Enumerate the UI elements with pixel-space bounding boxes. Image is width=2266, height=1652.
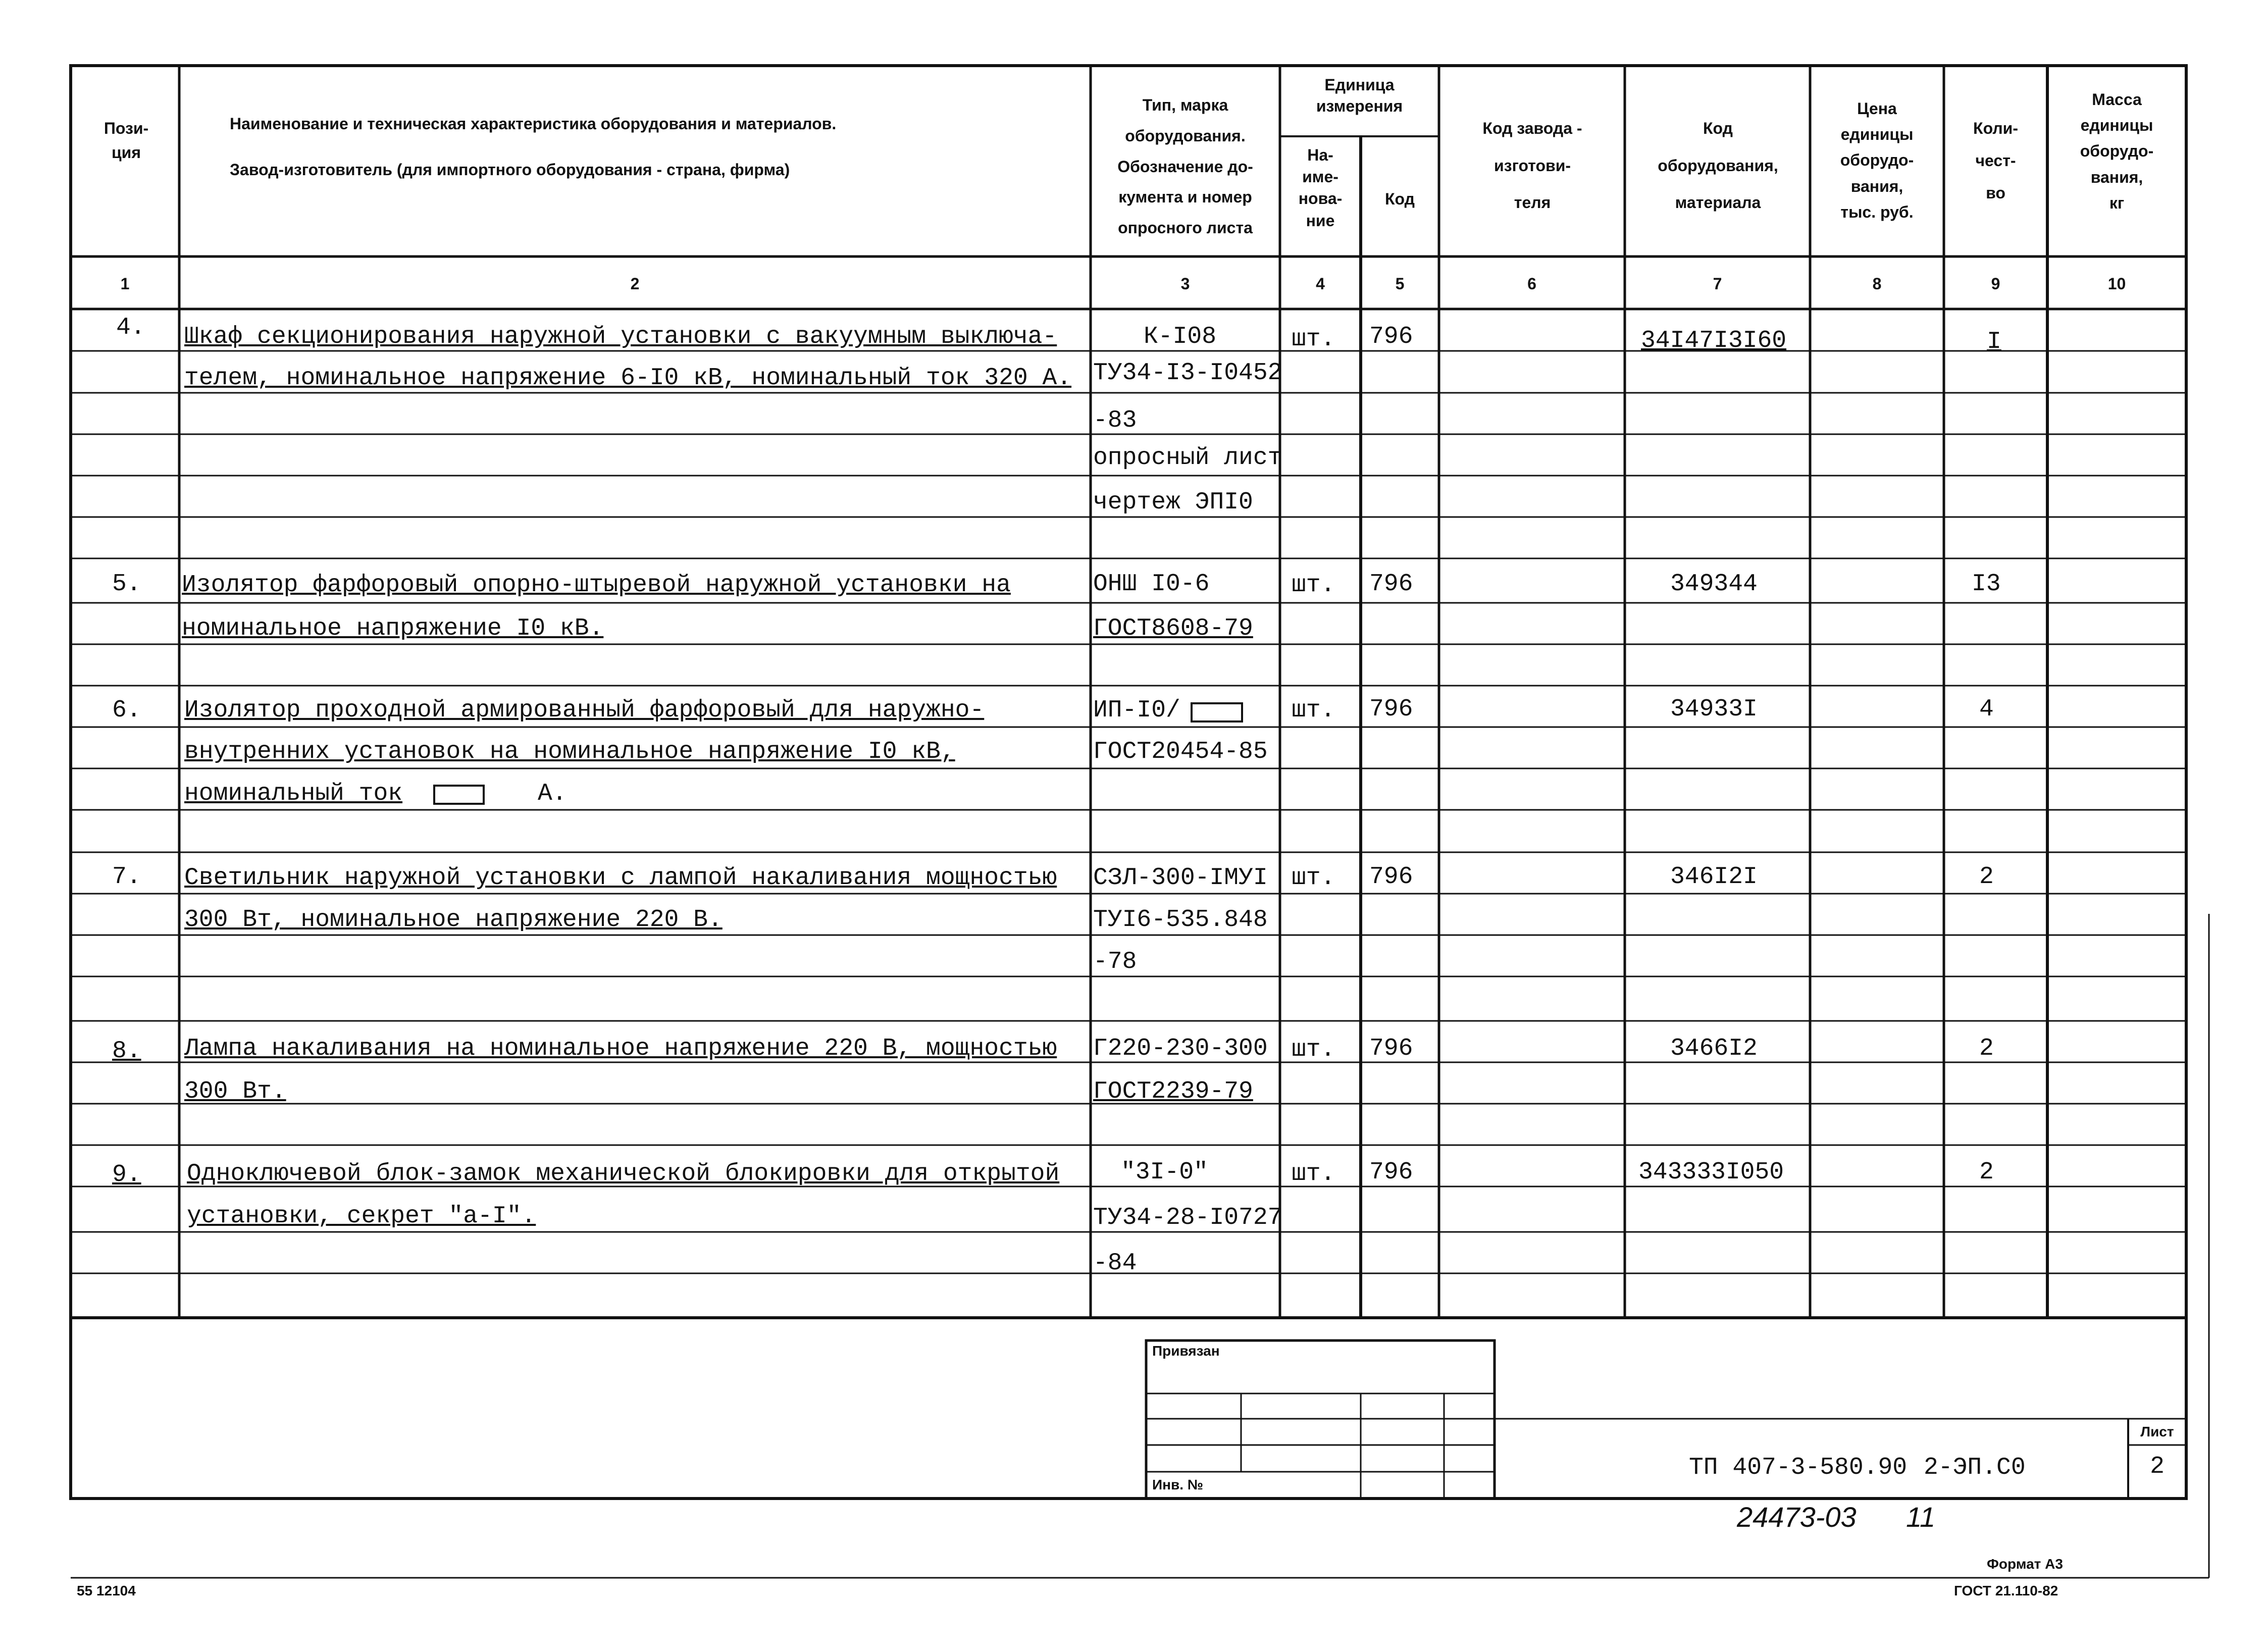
row-9-unit-code: 796 (1369, 1159, 1413, 1186)
row-7-name-2: 300 Вт, номинальное напряжение 220 В. (184, 906, 723, 934)
header-unit: Единица измерения (1316, 76, 1403, 115)
row-9-type-3: -84 (1093, 1250, 1137, 1277)
header-price: Цена единицы оборудо- вания, тыс. руб. (1840, 99, 1914, 221)
row-5-quantity: I3 (1972, 571, 2001, 598)
header-unit-name: На- име- нова- ние (1298, 146, 1343, 230)
row-6-position: 6. (112, 697, 141, 724)
row-6-name-4: А. (538, 780, 567, 807)
colnum-4: 4 (1316, 275, 1325, 293)
colnum-10: 10 (2107, 275, 2126, 293)
row-8-quantity: 2 (1979, 1035, 1994, 1062)
header-position: Пози- ция (104, 119, 149, 162)
footer-format: Формат А3 (1987, 1556, 2063, 1572)
footer-gost: ГОСТ 21.110-82 (1954, 1583, 2058, 1598)
row-6-type-2: ГОСТ20454-85 (1093, 738, 1268, 765)
row-4-type-5: чертеж ЭПI0 (1093, 489, 1253, 516)
row-9-name-1: Одноключевой блок-замок механической блокировки для открытой (187, 1160, 1060, 1188)
stamp-inventory-number: Инв. № (1152, 1477, 1204, 1492)
row-4-name-1: Шкаф секционирования наружной установки с вакуумным выключа- (184, 323, 1057, 350)
row-8-name-1: Лампа накаливания на номинальное напряжение 220 В, мощностью (184, 1035, 1057, 1062)
row-8-unit-code: 796 (1369, 1035, 1413, 1062)
footer-left-code: 55 12104 (77, 1583, 136, 1598)
colnum-7: 7 (1713, 275, 1722, 293)
row-6-name-2: внутренних установок на номинальное напряжение I0 кВ, (184, 738, 955, 765)
stamp-sheet-number: 2 (2150, 1453, 2165, 1480)
row-4-type-2: ТУ34-I3-I0452 (1093, 359, 1282, 387)
colnum-3: 3 (1180, 275, 1190, 293)
row-6-type-1: ИП-I0/ (1093, 697, 1180, 724)
row-4-unit: шт. (1292, 326, 1335, 353)
row-5-name-1: Изолятор фарфоровый опорно-штыревой наружной установки на (182, 572, 1011, 599)
row-9-type-2: ТУ34-28-I0727 (1093, 1204, 1282, 1231)
row-4-unit-code: 796 (1369, 323, 1413, 350)
header-material-code: Код оборудования, материала (1658, 119, 1778, 212)
blank-box-current (434, 786, 484, 804)
stamp-privyazan: Привязан (1152, 1343, 1220, 1359)
row-4-type-3: -83 (1093, 407, 1137, 434)
row-8-position: 8. (112, 1038, 141, 1065)
row-5-position: 5. (112, 571, 141, 598)
stamp-handwritten-suffix: 11 (1906, 1501, 1936, 1533)
row-9-quantity: 2 (1979, 1159, 1994, 1186)
row-7-type-3: -78 (1093, 948, 1137, 975)
row-7-type-2: ТУI6-535.848 (1093, 906, 1268, 934)
row-6-unit-code: 796 (1369, 696, 1413, 723)
row-5-type-2: ГОСТ8608-79 (1093, 615, 1253, 642)
row-6-quantity: 4 (1979, 696, 1994, 723)
row-7-type-1: СЗЛ-300-IМУI (1093, 864, 1268, 892)
stamp-document-code: ТП 407-3-580.90 (1689, 1454, 1908, 1481)
row-7-unit-code: 796 (1369, 863, 1413, 891)
colnum-2: 2 (630, 275, 640, 293)
header-name (230, 111, 1078, 183)
header-name-line2: Завод-изготовитель (для импортного оборудования - страна, фирма) (230, 161, 790, 179)
stamp-sheet-label: Лист (2140, 1424, 2174, 1439)
row-8-name-2: 300 Вт. (184, 1078, 286, 1105)
row-5-unit-code: 796 (1369, 571, 1413, 598)
row-9-material-code: 343333I050 (1638, 1159, 1784, 1186)
row-8-type-1: Г220-230-300 (1093, 1035, 1268, 1062)
colnum-1: 1 (120, 275, 130, 293)
row-7-name-1: Светильник наружной установки с лампой накаливания мощностью (184, 864, 1057, 892)
colnum-8: 8 (1872, 275, 1882, 293)
row-4-type-4: опросный лист (1093, 444, 1282, 472)
row-9-name-2: установки, секрет "а-I". (187, 1203, 536, 1230)
row-5-type-1: ОНШ I0-6 (1093, 571, 1210, 598)
colnum-5: 5 (1395, 275, 1405, 293)
row-6-unit: шт. (1292, 697, 1335, 724)
row-8-material-code: 3466I2 (1670, 1035, 1758, 1062)
row-5-name-2: номинальное напряжение I0 кВ. (182, 615, 604, 642)
header-type: Тип, марка оборудования. Обозначение до- кумента и номер опросного листа (1117, 96, 1253, 237)
row-7-quantity: 2 (1979, 863, 1994, 891)
colnum-9: 9 (1991, 275, 2000, 293)
row-5-material-code: 349344 (1670, 571, 1758, 598)
header-mass: Масса единицы оборудо- вания, кг (2080, 90, 2154, 212)
row-4-quantity: I (1987, 328, 2001, 355)
row-6-name-1: Изолятор проходной армированный фарфоровый для наружно- (184, 697, 985, 724)
header-factory-code: Код завода - изготови- теля (1482, 119, 1582, 212)
row-9-unit: шт. (1292, 1160, 1335, 1188)
row-4-type-1: К-I08 (1144, 323, 1217, 350)
stamp-document-suffix: 2-ЭП.С0 (1924, 1454, 2026, 1481)
row-8-unit: шт. (1292, 1036, 1335, 1063)
row-7-unit: шт. (1292, 864, 1335, 892)
header-quantity: Коли- чест- во (1973, 119, 2018, 202)
blank-box-type (1192, 703, 1242, 721)
row-8-type-2: ГОСТ2239-79 (1093, 1078, 1253, 1105)
row-6-material-code: 34933I (1670, 696, 1758, 723)
row-9-type-1: "3I-0" (1121, 1159, 1208, 1186)
header-name-line1: Наименование и техническая характеристика оборудования и материалов. (230, 115, 837, 133)
row-7-position: 7. (112, 863, 141, 891)
row-5-unit: шт. (1292, 572, 1335, 599)
row-6-name-3: номинальный ток (184, 780, 403, 807)
row-4-name-2: телем, номинальное напряжение 6-I0 кВ, номинальный ток 320 А. (184, 365, 1072, 392)
row-4-material-code: 34I47I3I60 (1641, 327, 1787, 354)
row-4-position: 4. (116, 314, 145, 341)
row-9-position: 9. (112, 1161, 141, 1189)
row-7-material-code: 346I2I (1670, 863, 1758, 891)
stamp-handwritten-number: 24473-03 (1737, 1501, 1857, 1533)
header-unit-code: Код (1385, 190, 1415, 208)
colnum-6: 6 (1527, 275, 1536, 293)
